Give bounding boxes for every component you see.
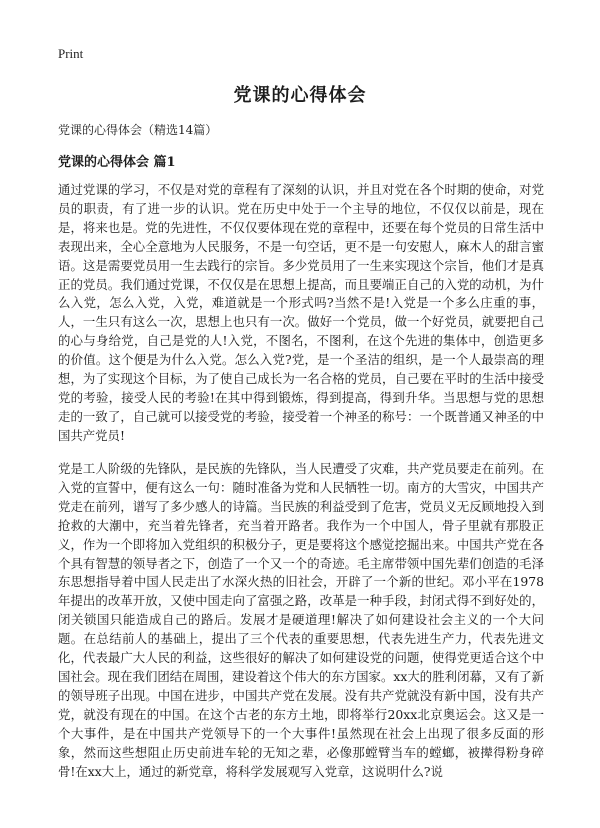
paragraph-2: 党是工人阶级的先锋队，是民族的先锋队，当人民遭受了灾难，共产党员要走在前列。在入党的宣誓中，便有这么一句：随时准备为党和人民牺牲一切。南方的大雪灾，中国共产党走在前列，谱写了多少感人的诗篇。当民族的利益受到了危害，党员义无反顾地投入到抢救的大潮中，充当着先锋者，充当着开路者。我作为一个中国人，骨子里就有那股正义，作为一个即将加入党组织的积极分子，更是要将这个感觉挖掘出来。中国共产党在各个具有智慧的领导者之下，创造了一个又一个的奇迹。毛主席带领中国先辈们创造的毛泽东思想指导着中国人民走出了水深火热的旧社会，开辟了一个新的世纪。邓小平在1978年提出的改革开放，又使中国走向了富强之路，改革是一种手段，封闭式得不到好处的，闭关锁国只能造成自己的路后。发展才是硬道理!解决了如何建设社会主义的一个大问题。在总结前人的基础上，提出了三个代表的重要思想，代表先进生产力，代表先进文化，代表最广大人民的利益，这些很好的解决了如何建设党的问题，使得党更适合这个中国社会。现在我们团结在周围，建设着这个伟大的东方国家。xx大的胜利闭幕，又有了新的领导班子出现。中国在进步，中国共产党在发展。没有共产党就没有新中国，没有共产党，就没有现在的中国。在这个古老的东方土地，即将举行20xx北京奥运会。这又是一个大事件，是在中国共产党领导下的一个大事件!虽然现在社会上出现了很多反面的形象，然而这些想阻止历史前进车轮的无知之辈，必像那螳臂当车的螳螂，被撵得粉身碎骨!在xx大上，通过的新党章，将科学发展观写入党章，这说明什么?说 <box>58 461 544 779</box>
print-label: Print <box>58 46 84 61</box>
section-heading: 党课的心得体会 篇1 <box>58 155 176 170</box>
document-title: 党课的心得体会 <box>233 85 367 106</box>
paragraph-1: 通过党课的学习，不仅是对党的章程有了深刻的认识，并且对党在各个时期的使命，对党员的职责，有了进一步的认识。党在历史中处于一个主导的地位，不仅仅以前是，现在是，将来也是。党的先进性，不仅仅要体现在党的章程中，还要在每个党员的日常生活中表现出来，全心全意地为人民服务，不是一句空话，更不是一句安慰人，麻木人的甜言蜜语。这是需要党员用一生去践行的宗旨。多少党员用了一生来实现这个宗旨，他们才是真正的党员。我们通过党课，不仅仅是在思想上提高，而且要端正自己的入党的动机，为什么入党，怎么入党，入党，难道就是一个形式吗?当然不是!入党是一个多么庄重的事，人，一生只有这么一次，思想上也只有一次。做好一个党员，做一个好党员，就要把自己的心与身给党，自己是党的人!入党，不图名，不图利，在这个先进的集体中，创造更多的价值。这个便是为什么入党。怎么入党?党，是一个圣洁的组织，是一个人最崇高的理想，为了实现这个目标，为了使自己成长为一名合格的党员，自己要在平时的生活中接受党的考验，接受人民的考验!在其中得到锻炼，得到提高，得到升华。当思想与党的思想走的一致了，自己就可以接受党的考验，接受着一个神圣的称号：一个既普通又神圣的中国共产党员! <box>58 182 544 443</box>
document-subtitle: 党课的心得体会（精选14篇） <box>58 123 218 137</box>
